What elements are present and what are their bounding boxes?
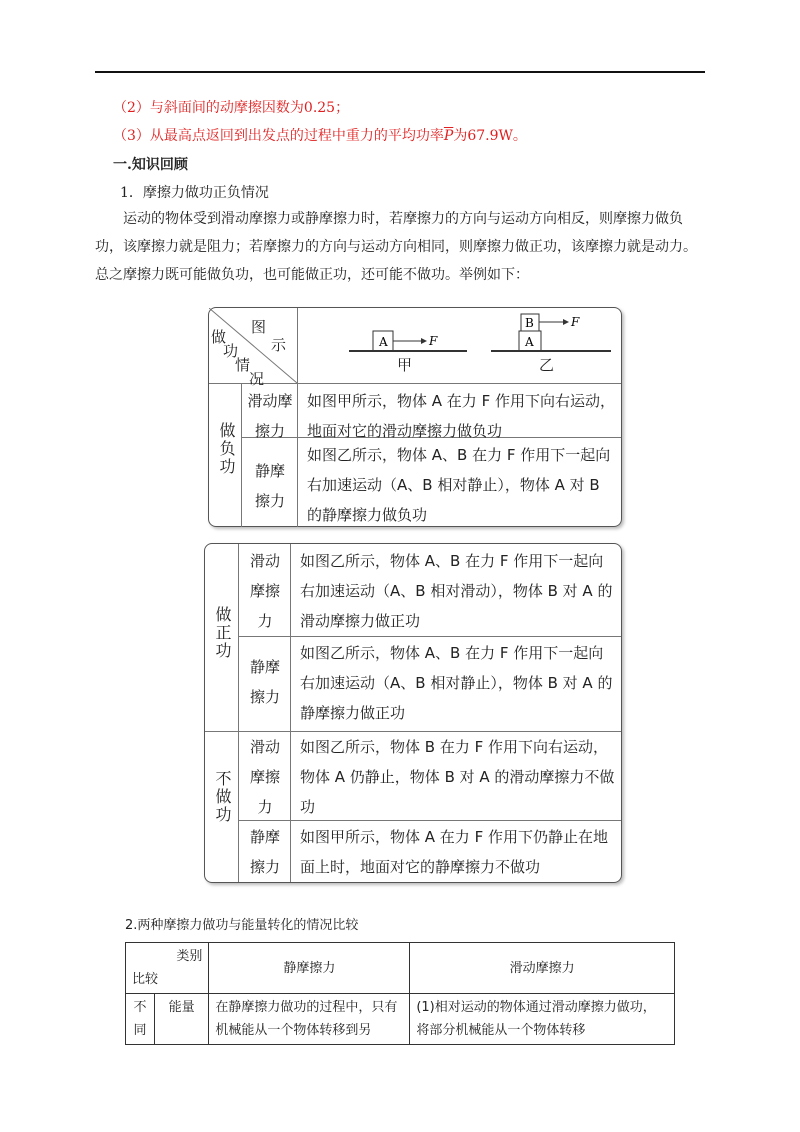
svg-text:F: F bbox=[571, 315, 580, 329]
group-positive: 做正功 bbox=[213, 606, 232, 660]
col-static: 静摩擦力 bbox=[209, 943, 410, 994]
desc-row3: 如图乙所示，物体 B 在力 F 作用下向右运动，物体 A 仍静止，物体 B 对 A 的滑动摩擦力不做功 bbox=[300, 738, 615, 816]
desc-row1: 如图乙所示，物体 A、B 在力 F 作用下一起向右加速运动（A、B 相对滑动），物体 B 对 A 的滑动摩擦力做正功 bbox=[300, 552, 613, 630]
figure-b bbox=[491, 308, 621, 354]
figure-a-label: 甲 bbox=[397, 356, 413, 374]
corner-bottom: 情 bbox=[235, 356, 251, 374]
cell-sliding: (1)相对运动的物体通过滑动摩擦力做功，将部分机械能从一个物体转移 bbox=[410, 994, 675, 1045]
desc-row4: 如图甲所示，物体 A 在力 F 作用下仍静止在地面上时，地面对它的静摩擦力不做功 bbox=[300, 828, 608, 876]
type-row2: 静摩擦力 bbox=[249, 658, 280, 706]
header-rule bbox=[95, 71, 705, 73]
type-static: 静摩擦力 bbox=[254, 462, 285, 510]
group-zero: 不做功 bbox=[213, 770, 232, 824]
row-group: 不同 bbox=[126, 994, 155, 1045]
corner-cell bbox=[126, 943, 209, 994]
box-a-label: A bbox=[379, 335, 388, 349]
section-heading: 一.知识回顾 bbox=[113, 157, 188, 173]
corner-bottom: 比较 bbox=[132, 972, 159, 987]
type-row1: 滑动摩擦力 bbox=[249, 552, 280, 630]
col-sliding: 滑动摩擦力 bbox=[410, 943, 675, 994]
cell-static: 在静摩擦力做功的过程中，只有机械能从一个物体转移到另 bbox=[209, 994, 410, 1045]
corner-left2: 功 bbox=[223, 342, 239, 360]
row-label: 能量 bbox=[155, 994, 209, 1045]
comparison-table bbox=[125, 942, 675, 1045]
group-negative: 做负功 bbox=[217, 422, 236, 476]
svg-text:A: A bbox=[525, 335, 534, 349]
desc-row1: 如图甲所示，物体 A 在力 F 作用下向右运动，地面对它的滑动摩擦力做负功 bbox=[307, 392, 615, 440]
type-row3: 滑动摩擦力 bbox=[249, 738, 280, 816]
subheading-1: 1．摩擦力做功正负情况 bbox=[120, 185, 269, 201]
corner-top: 图 bbox=[251, 318, 267, 336]
svg-text:B: B bbox=[525, 316, 534, 330]
svg-text:F: F bbox=[429, 334, 438, 348]
corner-bottom2: 况 bbox=[249, 370, 265, 388]
desc-row2: 如图乙所示，物体 A、B 在力 F 作用下一起向右加速运动（A、B 相对静止），物体 B 对 A 的静摩擦力做正功 bbox=[300, 644, 613, 722]
type-row4: 静摩擦力 bbox=[249, 828, 280, 876]
subheading-2: 2.两种摩擦力做功与能量转化的情况比较 bbox=[125, 918, 359, 933]
friction-table-positive-zero bbox=[204, 543, 622, 883]
average-power-symbol: $\overline{P}$ bbox=[443, 128, 454, 144]
answer-2: （2）与斜面间的动摩擦因数为0.25； bbox=[113, 100, 350, 116]
figure-b-label: 乙 bbox=[539, 356, 555, 374]
corner-top2: 示 bbox=[271, 336, 287, 354]
desc-row2: 如图乙所示，物体 A、B 在力 F 作用下一起向右加速运动（A、B 相对静止），物体 A 对 B 的静摩擦力做负功 bbox=[307, 446, 611, 524]
corner-left: 做 bbox=[211, 328, 227, 346]
answer-3: （3）从最高点返回到出发点的过程中重力的平均功率$\overline{P}$为67.9W。 bbox=[113, 128, 527, 144]
friction-table-negative bbox=[208, 307, 622, 527]
intro-paragraph: 运动的物体受到滑动摩擦力或静摩擦力时，若摩擦力的方向与运动方向相反，则摩擦力做负功，该摩擦力就是阻力；若摩擦力的方向与运动方向相同，则摩擦力做正功，该摩擦力就是动力。总之摩擦力既可能做负功，也可能做正功，还可能不做功。举例如下： bbox=[95, 211, 697, 283]
type-sliding: 滑动摩擦力 bbox=[247, 392, 293, 440]
corner-top: 类别 bbox=[176, 949, 203, 964]
